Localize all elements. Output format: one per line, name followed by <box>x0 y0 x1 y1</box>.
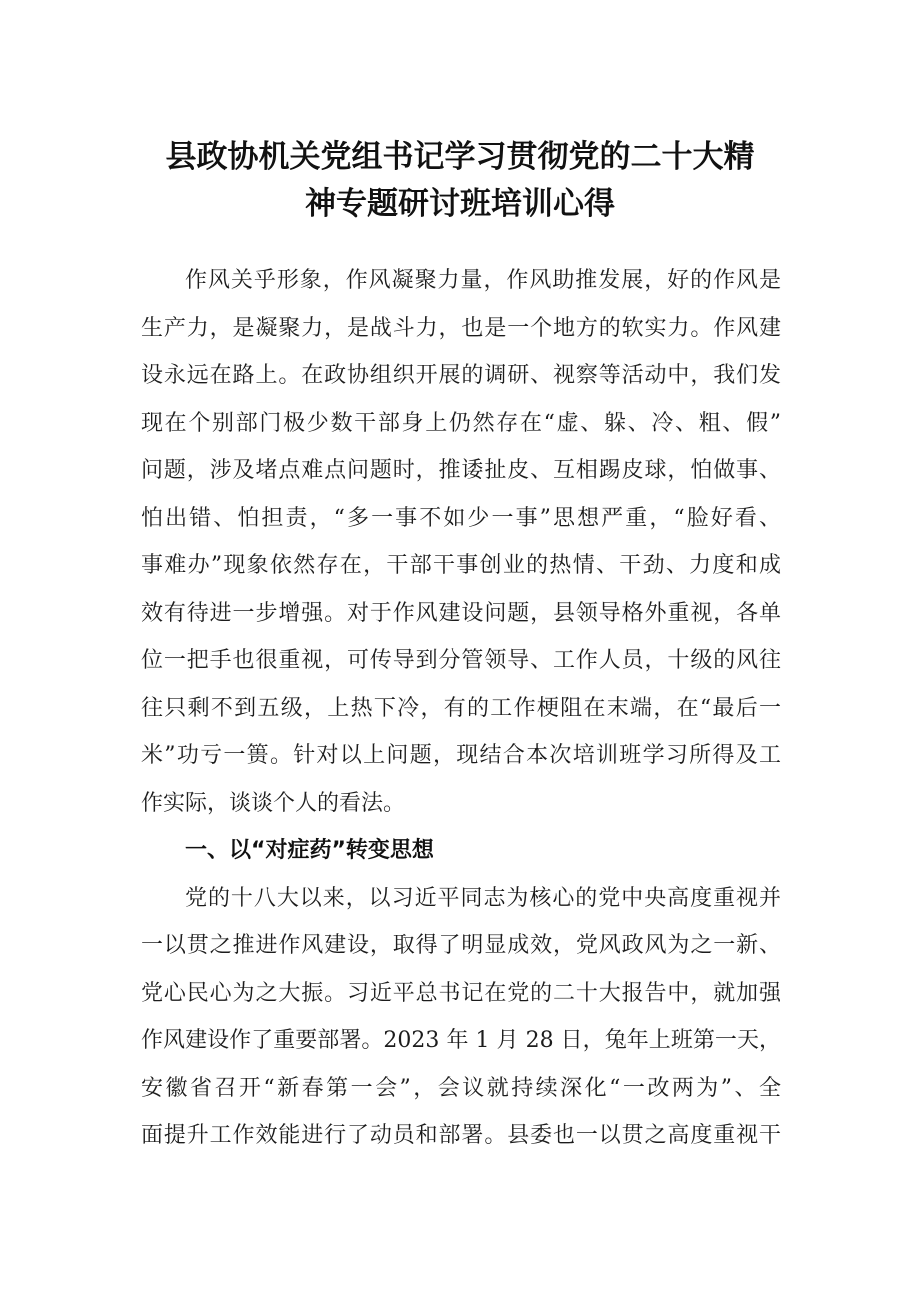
paragraph-line: 现在个别部门极少数干部身上仍然存在“虚、躲、冷、粗、假” <box>141 410 781 436</box>
paragraph-1 <box>141 257 781 827</box>
paragraph-line: 位一把手也很重视，可传导到分管领导、工作人员，十级的风往 <box>141 648 781 673</box>
paragraph-2 <box>141 875 781 1160</box>
paragraph-line: 怕出错、怕担责，“多一事不如少一事”思想严重，“脸好看、 <box>141 505 781 531</box>
paragraph-line: 事难办”现象依然存在，干部干事创业的热情、干劲、力度和成 <box>141 553 781 578</box>
paragraph-line: 米”功亏一篑。针对以上问题，现结合本次培训班学习所得及工 <box>141 743 781 768</box>
document-body <box>141 257 781 1160</box>
paragraph-line: 问题，涉及堵点难点问题时，推诿扯皮、互相踢皮球，怕做事、 <box>141 458 781 483</box>
paragraph-line: 作风建设作了重要部署。2023 年 1 月 28 日，兔年上班第一天， <box>141 1028 781 1053</box>
paragraph-line: 一以贯之推进作风建设，取得了明显成效，党风政风为之一新、 <box>141 933 781 958</box>
paragraph-line: 生产力，是凝聚力，是战斗力，也是一个地方的软实力。作风建 <box>141 315 781 341</box>
paragraph-line: 作实际，谈谈个人的看法。 <box>141 790 406 816</box>
paragraph-line: 往只剩不到五级，上热下冷，有的工作梗阻在末端，在“最后一 <box>141 695 781 721</box>
paragraph-line: 作风关乎形象，作风凝聚力量，作风助推发展，好的作风是 <box>185 268 781 293</box>
paragraph-line: 党的十八大以来，以习近平同志为核心的党中央高度重视并 <box>185 885 781 911</box>
paragraph-line: 安徽省召开“新春第一会”，会议就持续深化“一改两为”、全 <box>141 1075 781 1101</box>
paragraph-line: 面提升工作效能进行了动员和部署。县委也一以贯之高度重视干 <box>141 1123 781 1148</box>
document-title <box>100 134 820 228</box>
title-line-2: 神专题研讨班培训心得 <box>305 186 615 222</box>
paragraph-line: 效有待进一步增强。对于作风建设问题，县领导格外重视，各单 <box>141 600 781 626</box>
section-heading-1: 一、以“对症药”转变思想 <box>185 838 434 863</box>
paragraph-line: 设永远在路上。在政协组织开展的调研、视察等活动中，我们发 <box>141 363 781 388</box>
paragraph-line: 党心民心为之大振。习近平总书记在党的二十大报告中，就加强 <box>141 980 781 1006</box>
title-line-1: 县政协机关党组书记学习贯彻党的二十大精 <box>165 139 755 175</box>
